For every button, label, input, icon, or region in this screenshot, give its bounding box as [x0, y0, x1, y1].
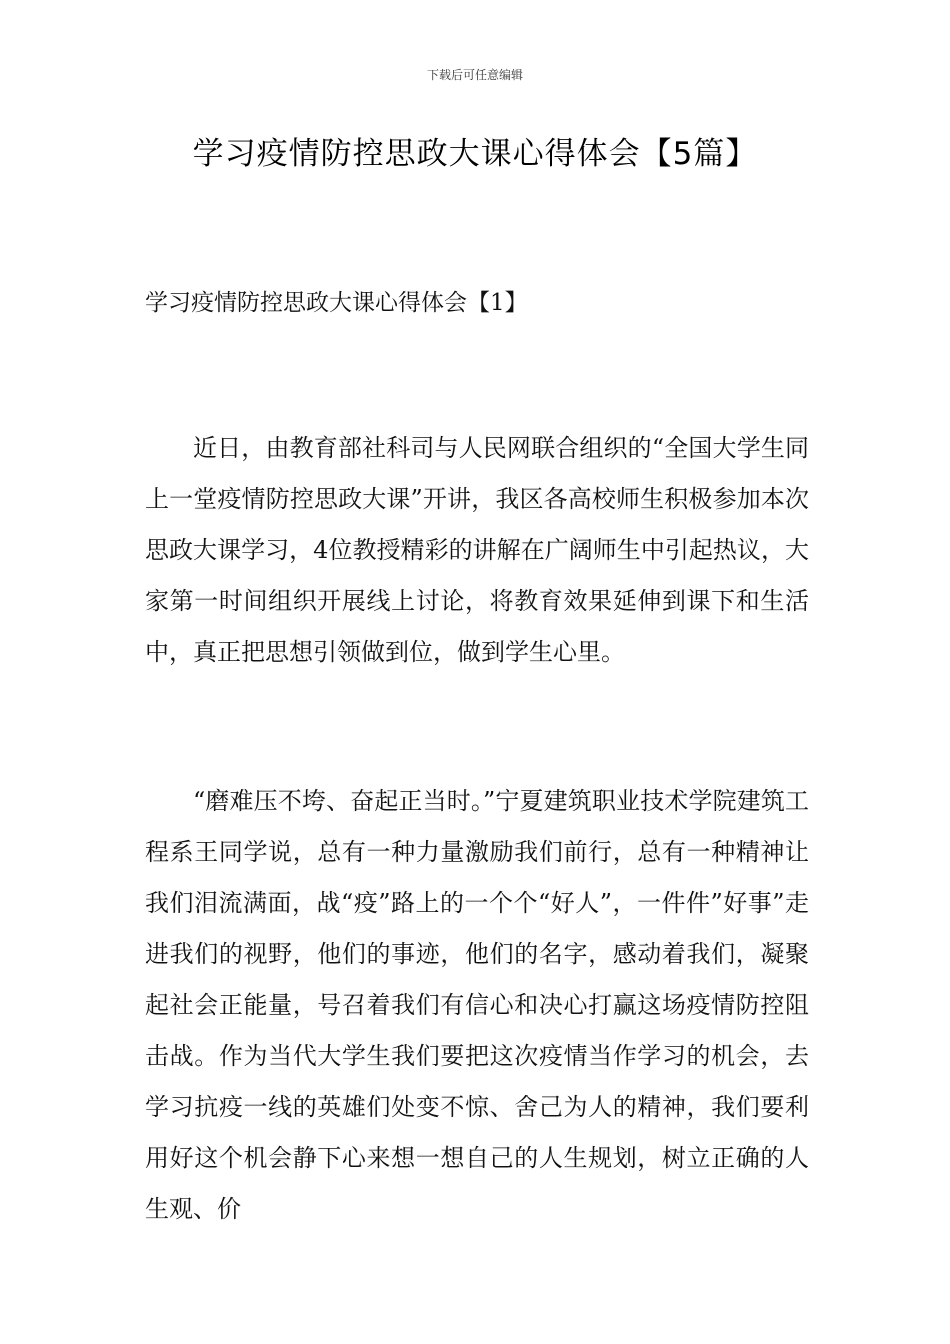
header-note: 下载后可任意编辑: [426, 68, 523, 82]
body-paragraph-2: “磨难压不垮、奋起正当时。”宁夏建筑职业技术学院建筑工程系王同学说，总有一种力量激励我们前行，总有一种精神让我们泪流满面，战“疫”路上的一个个“好人”，一件件”好事”走进我们的视野，他们的事迹，他们的名字，感动着我们，凝聚起社会正能量，号召着我们有信心和决心打赢这场疫情防控阻击战。作为当代大学生我们要把这次疫情当作学习的机会，去学习抗疫一线的英雄们处变不惊、舍己为人的精神，我们要利用好这个机会静下心来想一想自己的人生规划，树立正确的人生观、价: [145, 787, 809, 1223]
document-title: 学习疫情防控思政大课心得体会【5篇】: [192, 136, 758, 172]
body-paragraph-1: 近日，由教育部社科司与人民网联合组织的“全国大学生同上一堂疫情防控思政大课”开讲，我区各高校师生积极参加本次思政大课学习，4位教授精彩的讲解在广阔师生中引起热议，大家第一时间组织开展线上讨论，将教育效果延伸到课下和生活中，真正把思想引领做到位，做到学生心里。: [145, 434, 809, 666]
section-title: 学习疫情防控思政大课心得体会【1】: [145, 290, 528, 316]
